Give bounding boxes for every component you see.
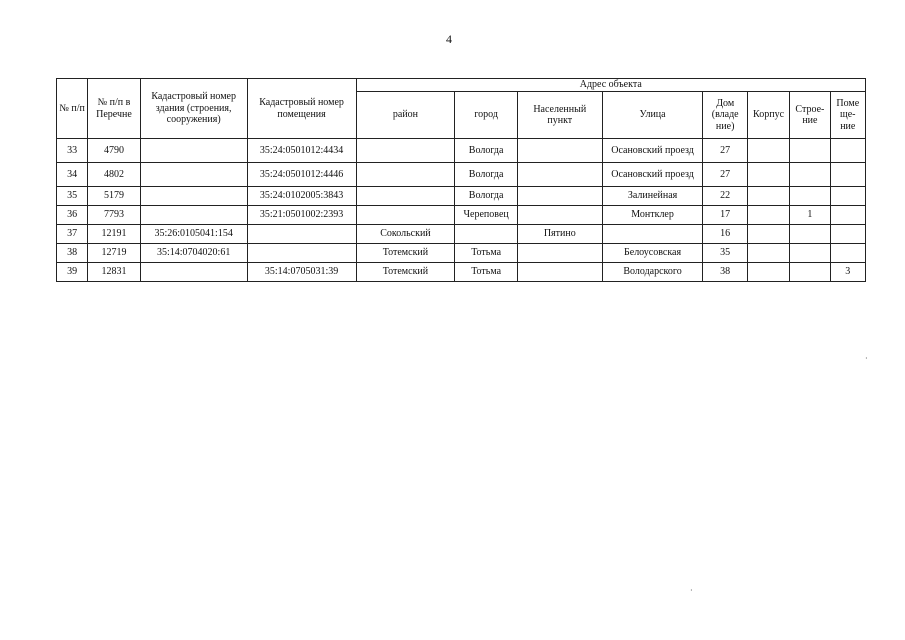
cell-row-number: 37	[57, 225, 88, 244]
cell-korpus	[747, 206, 789, 225]
cell-building-cadastre	[140, 163, 247, 187]
cell-premises-cadastre	[247, 225, 356, 244]
cell-list-number: 4802	[88, 163, 140, 187]
cell-street: Залинейная	[602, 187, 703, 206]
cell-house: 35	[703, 244, 747, 263]
cell-house: 38	[703, 263, 747, 282]
cell-district: Тотемский	[356, 263, 455, 282]
cell-pomeschenie: 3	[830, 263, 865, 282]
cell-house: 16	[703, 225, 747, 244]
cell-settlement	[517, 206, 602, 225]
cell-premises-cadastre	[247, 244, 356, 263]
table-row	[57, 187, 866, 206]
cell-district: Сокольский	[356, 225, 455, 244]
header-city: город	[455, 92, 518, 139]
cell-street: Осановский проезд	[602, 163, 703, 187]
cell-row-number: 38	[57, 244, 88, 263]
cell-building-cadastre: 35:14:0704020:61	[140, 244, 247, 263]
cell-row-number: 39	[57, 263, 88, 282]
cell-pomeschenie	[830, 244, 865, 263]
cell-korpus	[747, 225, 789, 244]
cell-premises-cadastre: 35:21:0501002:2393	[247, 206, 356, 225]
cell-settlement	[517, 263, 602, 282]
cell-stroenie	[790, 263, 830, 282]
cell-korpus	[747, 139, 789, 163]
table-row	[57, 263, 866, 282]
cell-premises-cadastre: 35:24:0102005:3843	[247, 187, 356, 206]
cell-building-cadastre	[140, 206, 247, 225]
cell-street: Белоусовская	[602, 244, 703, 263]
cell-house: 27	[703, 139, 747, 163]
cell-street: Володарского	[602, 263, 703, 282]
cell-pomeschenie	[830, 225, 865, 244]
header-korpus: Корпус	[747, 92, 789, 139]
cell-district: Тотемский	[356, 244, 455, 263]
table-row	[57, 206, 866, 225]
cell-settlement	[517, 163, 602, 187]
header-pomeschenie: Поме ще- ние	[830, 92, 865, 139]
header-row-number: № п/п	[57, 79, 88, 139]
cell-street: Монтклер	[602, 206, 703, 225]
cell-premises-cadastre: 35:24:0501012:4446	[247, 163, 356, 187]
cell-stroenie	[790, 139, 830, 163]
cell-district	[356, 163, 455, 187]
header-settlement: Населенный пункт	[517, 92, 602, 139]
cell-stroenie	[790, 187, 830, 206]
cell-house: 27	[703, 163, 747, 187]
property-table	[56, 78, 866, 282]
cell-street: Осановский проезд	[602, 139, 703, 163]
cell-building-cadastre	[140, 187, 247, 206]
table-row	[57, 244, 866, 263]
cell-city: Тотьма	[455, 263, 518, 282]
cell-city: Вологда	[455, 163, 518, 187]
cell-korpus	[747, 163, 789, 187]
cell-house: 17	[703, 206, 747, 225]
table-row	[57, 225, 866, 244]
cell-district	[356, 206, 455, 225]
cell-list-number: 12719	[88, 244, 140, 263]
header-building-cadastre: Кадастровый номер здания (строения, сооружения)	[140, 79, 247, 139]
cell-settlement	[517, 244, 602, 263]
page-number: 4	[446, 32, 452, 46]
cell-korpus	[747, 187, 789, 206]
cell-building-cadastre	[140, 139, 247, 163]
cell-pomeschenie	[830, 139, 865, 163]
cell-row-number: 34	[57, 163, 88, 187]
cell-korpus	[747, 263, 789, 282]
cell-stroenie	[790, 225, 830, 244]
cell-settlement	[517, 139, 602, 163]
header-house: Дом (владе ние)	[703, 92, 747, 139]
cell-building-cadastre	[140, 263, 247, 282]
cell-district	[356, 139, 455, 163]
cell-stroenie	[790, 244, 830, 263]
cell-city	[455, 225, 518, 244]
cell-city: Вологда	[455, 187, 518, 206]
cell-settlement: Пятино	[517, 225, 602, 244]
table-row	[57, 139, 866, 163]
cell-row-number: 36	[57, 206, 88, 225]
cell-stroenie	[790, 163, 830, 187]
cell-korpus	[747, 244, 789, 263]
header-list-number: № п/п в Перечне	[88, 79, 140, 139]
cell-street	[602, 225, 703, 244]
header-stroenie: Строе- ние	[790, 92, 830, 139]
cell-list-number: 7793	[88, 206, 140, 225]
table-body	[57, 139, 866, 282]
cell-stroenie: 1	[790, 206, 830, 225]
cell-row-number: 33	[57, 139, 88, 163]
cell-city: Череповец	[455, 206, 518, 225]
cell-list-number: 5179	[88, 187, 140, 206]
cell-pomeschenie	[830, 206, 865, 225]
cell-row-number: 35	[57, 187, 88, 206]
cell-city: Вологда	[455, 139, 518, 163]
header-premises-cadastre: Кадастровый номер помещения	[247, 79, 356, 139]
header-district: район	[356, 92, 455, 139]
table-header	[57, 79, 866, 139]
cell-house: 22	[703, 187, 747, 206]
header-address-group: Адрес объекта	[356, 79, 865, 92]
table-row	[57, 163, 866, 187]
cell-district	[356, 187, 455, 206]
cell-premises-cadastre: 35:14:0705031:39	[247, 263, 356, 282]
cell-settlement	[517, 187, 602, 206]
cell-building-cadastre: 35:26:0105041:154	[140, 225, 247, 244]
header-street: Улица	[602, 92, 703, 139]
cell-city: Тотьма	[455, 244, 518, 263]
cell-list-number: 4790	[88, 139, 140, 163]
cell-list-number: 12831	[88, 263, 140, 282]
cell-pomeschenie	[830, 187, 865, 206]
cell-list-number: 12191	[88, 225, 140, 244]
scan-speck: ·	[865, 354, 868, 363]
cell-pomeschenie	[830, 163, 865, 187]
scan-speck: ·	[690, 586, 693, 595]
cell-premises-cadastre: 35:24:0501012:4434	[247, 139, 356, 163]
